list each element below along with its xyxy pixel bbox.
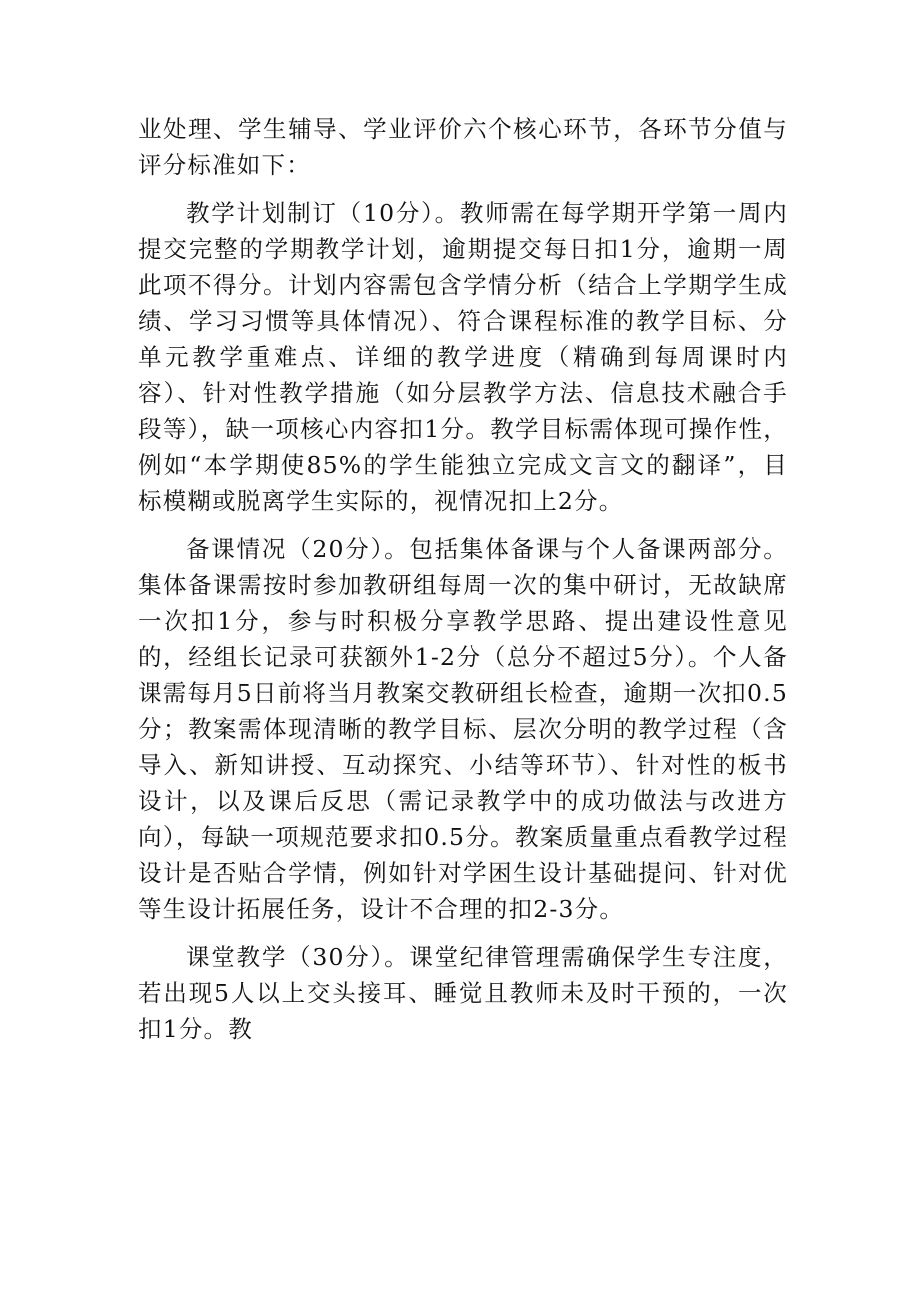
paragraph-classroom-teaching: 课堂教学（30分）。课堂纪律管理需确保学生专注度，若出现5人以上交头接耳、睡觉且教师未及时干预的，一次扣1分。教 (138, 943, 788, 1043)
document-page (138, 111, 788, 1047)
paragraph-lesson-preparation: 备课情况（20分）。包括集体备课与个人备课两部分。集体备课需按时参加教研组每周一次的集中研讨，无故缺席一次扣1分，参与时积极分享教学思路、提出建设性意见的，经组长记录可获额外1-2分（总分不超过5分）。个人备课需每月5日前将当月教案交教研组长检查，逾期一次扣0.5分；教案需体现清晰的教学目标、层次分明的教学过程（含导入、新知讲授、互动探究、小结等环节）、针对性的板书设计，以及课后反思（需记录教学中的成功做法与改进方向），每缺一项规范要求扣0.5分。教案质量重点看教学过程设计是否贴合学情，例如针对学困生设计基础提问、针对优等生设计拓展任务，设计不合理的扣2-3分。 (138, 535, 788, 923)
paragraph-teaching-plan: 教学计划制订（10分）。教师需在每学期开学第一周内提交完整的学期教学计划，逾期提交每日扣1分，逾期一周此项不得分。计划内容需包含学情分析（结合上学期学生成绩、学习习惯等具体情况）、符合课程标准的教学目标、分单元教学重难点、详细的教学进度（精确到每周课时内容）、针对性教学措施（如分层教学方法、信息技术融合手段等），缺一项核心内容扣1分。教学目标需体现可操作性，例如“本学期使85%的学生能独立完成文言文的翻译”，目标模糊或脱离学生实际的，视情况扣上2分。 (138, 199, 788, 515)
paragraph-continuation: 业处理、学生辅导、学业评价六个核心环节，各环节分值与评分标准如下： (138, 115, 788, 179)
